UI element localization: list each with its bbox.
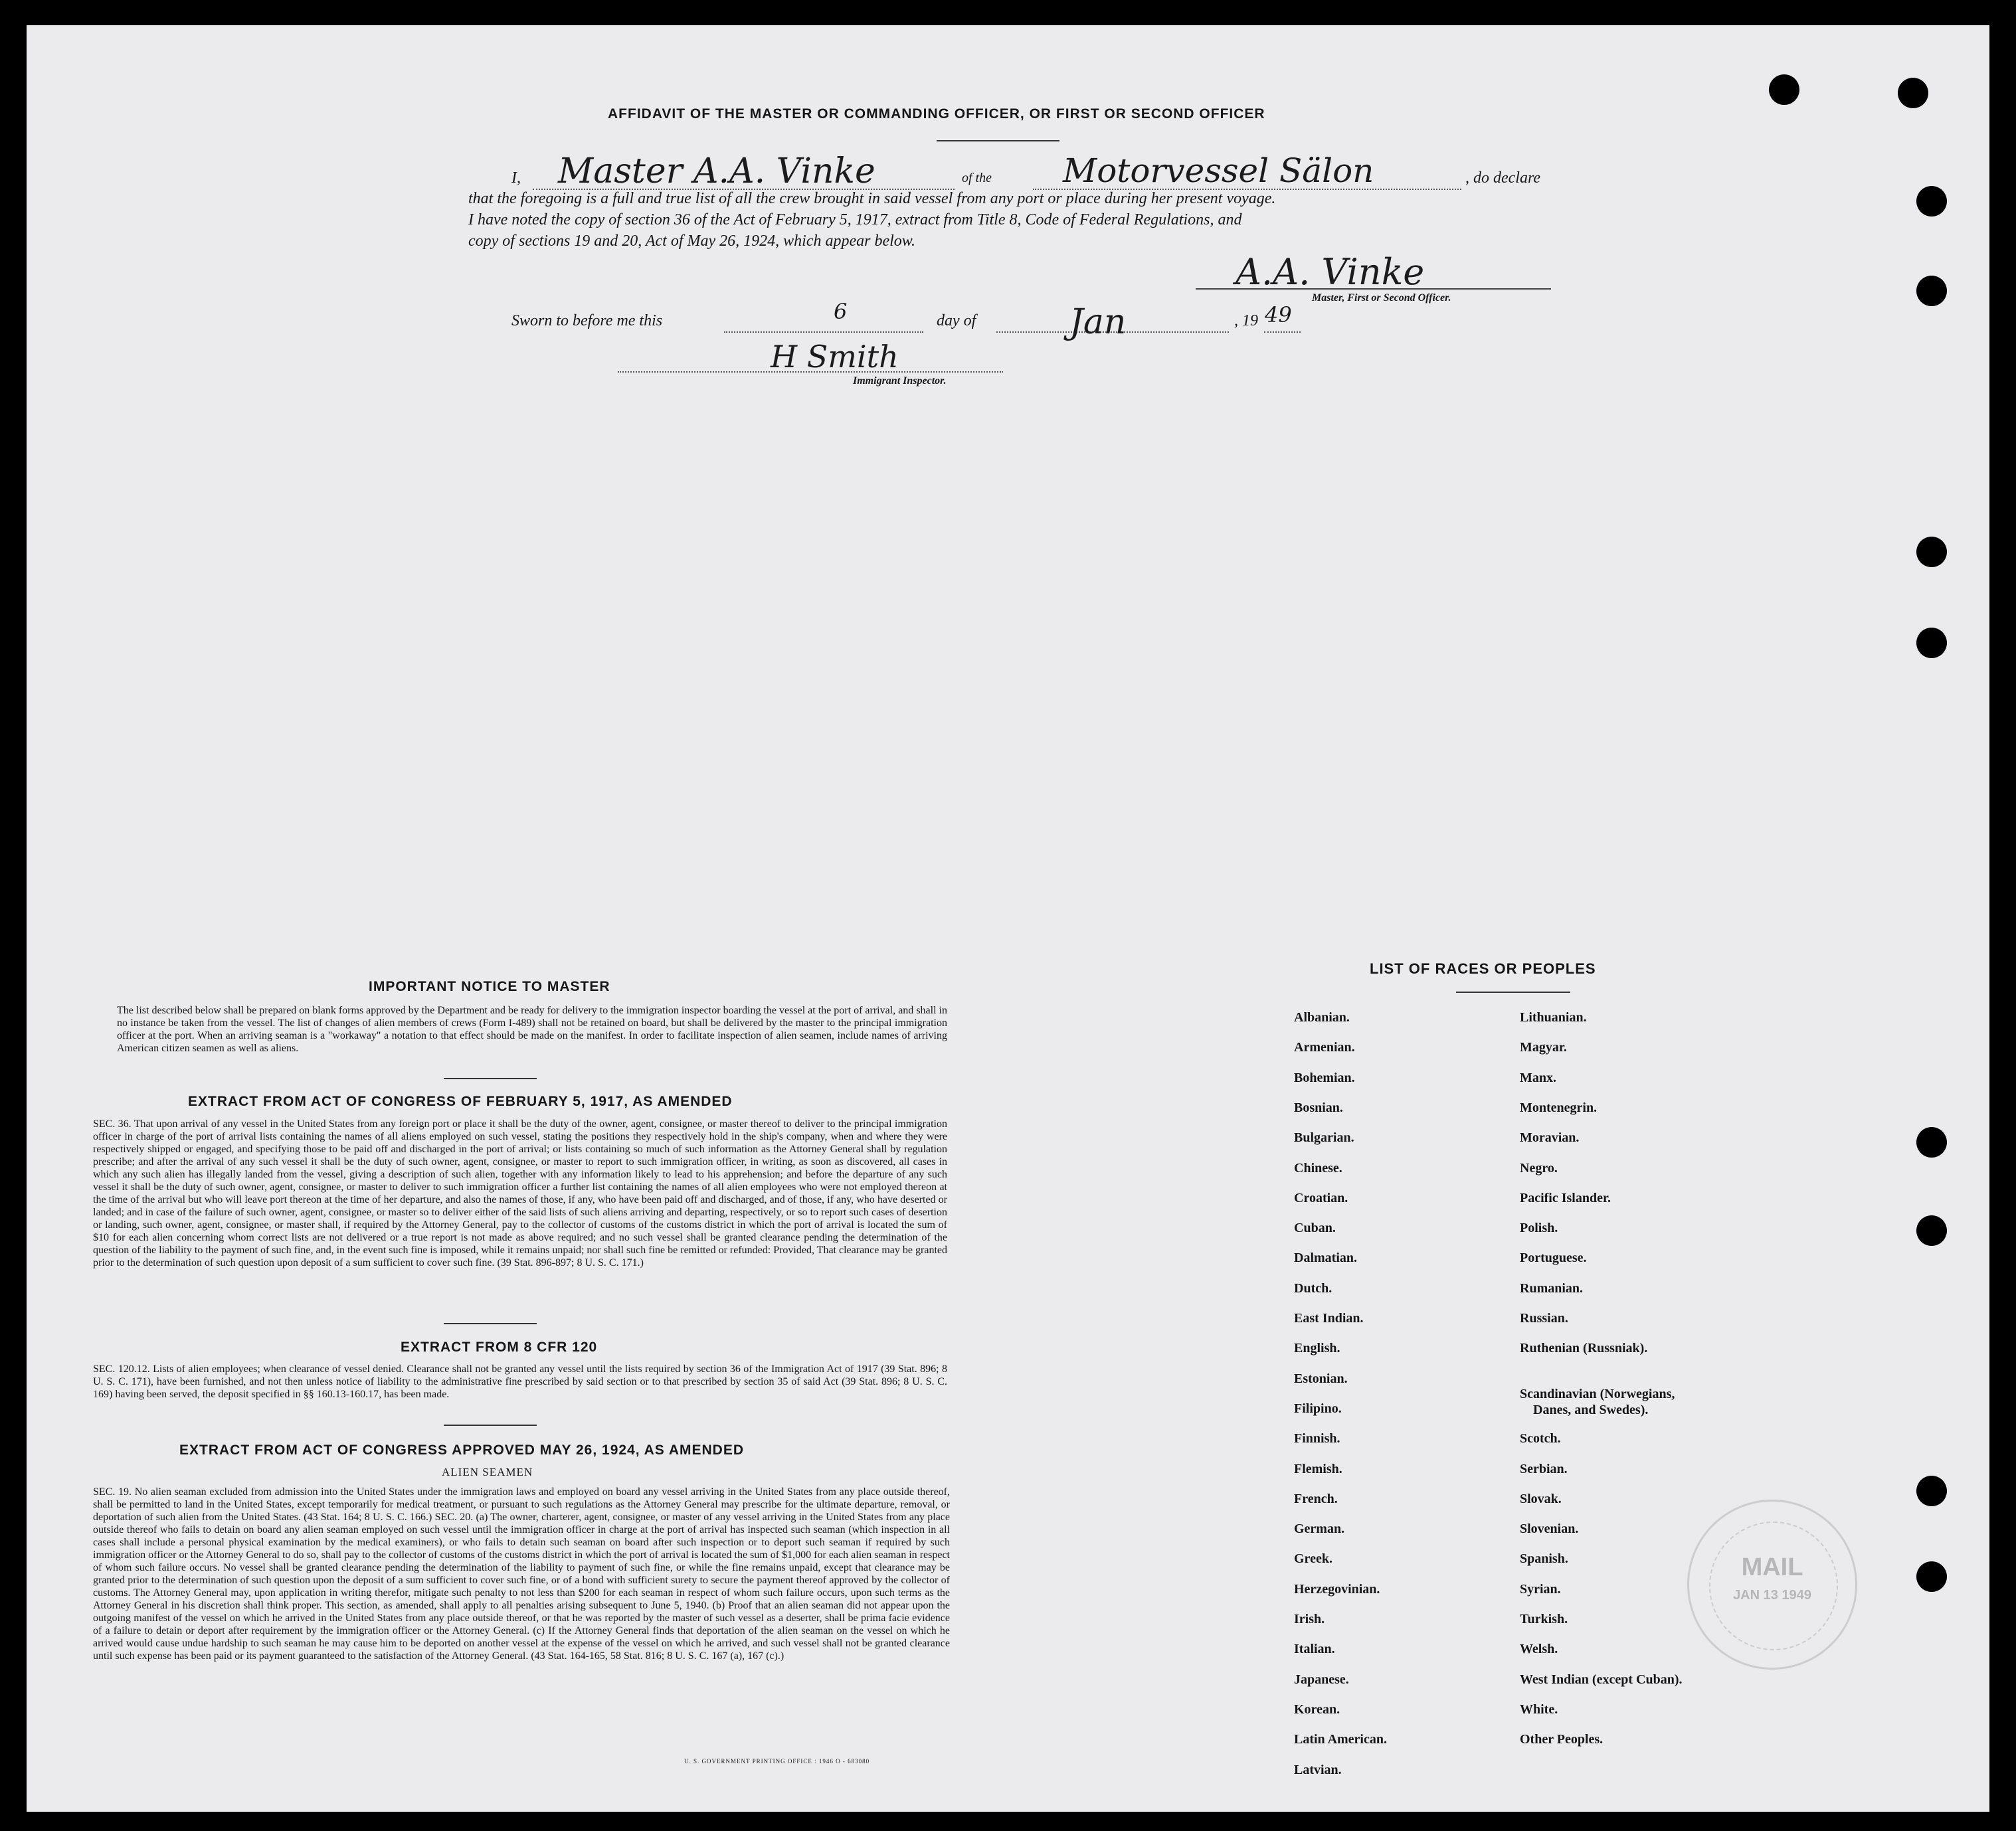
race-item: Scandinavian (Norwegians, Danes, and Swedes). — [1520, 1387, 1675, 1417]
race-item: Filipino. — [1294, 1401, 1342, 1416]
punch-hole — [1916, 186, 1947, 217]
race-item: Polish. — [1520, 1221, 1558, 1235]
race-item: Syrian. — [1520, 1582, 1561, 1597]
sworn-month-field[interactable]: Jan — [1069, 302, 1127, 342]
race-item: Dutch. — [1294, 1281, 1332, 1296]
act-1924-heading: EXTRACT FROM ACT OF CONGRESS APPROVED MAY 26, 1924, AS AMENDED — [179, 1442, 745, 1458]
race-item: Dalmatian. — [1294, 1251, 1357, 1265]
year-prefix: , 19 — [1234, 312, 1258, 329]
of-the-label: of the — [962, 171, 992, 185]
act-1924-text: SEC. 19. No alien seaman excluded from admission into the United States under the immigration laws and employed on board any vessel arriving in the United States from any place outside thereof, shall be permitted to land in the United States, except temporarily for medical treatment, or pursuant to such regulations as the Attorney General may prescribe for the ultimate departure, removal, or deportation of such alien from the United States. (43 Stat. 164; 8 U. S. C. 166.) SEC. 20. (a) The owner, charterer, agent, consignee, or master of any vessel arriving in the United States from any place outside thereof who fails to detain on board any alien seaman employed on such vessel until the immigration officer in charge at the port of arrival has inspected such seaman (which inspection in all cases shall include a personal physical examination by the medical examiners), or who fails to detain such seaman on board after such inspection or to deport such seaman if required by such immigration officer or the Attorney General to do so, shall pay to the collector of customs of the customs district in which the port of arrival is located the sum of $1,000 for each alien seaman in respect of whom such failure occurs. No vessel shall be granted clearance pending the determination of the liability to payment of such fine, or while the fine remains unpaid, except that clearance may be granted prior to the determination of such question upon the deposit of a sum sufficient to cover such fine, or of a bond with sufficient surety to secure the payment thereof approved by the collector of customs. The Attorney General may, upon application in writing therefor, mitigate such penalty to not less than $200 for each seaman in respect of whom such failure occurs, upon such terms as the Attorney General in his discretion shall think proper. This section, as amended, shall apply to all penalties arising subsequent to June 5, 1940. (b) Proof that an alien seaman did not appear upon the outgoing manifest of the vessel on which he arrived in the United States from any place outside thereof, or that he was reported by the master of such vessel as a deserter, shall be prima facie evidence of a failure to detain or deport after requirement by the immigration officer or the Attorney General. (c) If the Attorney General finds that deportation of the alien seaman on the vessel on which he arrived would cause undue hardship to such seaman he may cause him to be deported on another vessel at the expense of the vessel on which he arrived, and such vessel shall not be granted clearance until such expense has been paid or its payment guaranteed to the satisfaction of the Attorney General. (43 Stat. 164-165, 58 Stat. 816; 8 U. S. C. 167 (a), 167 (c).) — [93, 1486, 950, 1662]
race-item: Welsh. — [1520, 1642, 1558, 1656]
punch-hole — [1769, 74, 1799, 105]
punch-hole — [1916, 276, 1947, 306]
declaration-line-3: copy of sections 19 and 20, Act of May 26, 1924, which appear below. — [468, 232, 916, 250]
race-item: White. — [1520, 1702, 1558, 1717]
declaration-line-2: I have noted the copy of section 36 of the Act of February 5, 1917, extract from Title 8, Code of Federal Regulations, and — [468, 211, 1242, 228]
race-item: Portuguese. — [1520, 1251, 1587, 1265]
race-item: Latvian. — [1294, 1763, 1342, 1777]
affidavit-title: AFFIDAVIT OF THE MASTER OR COMMANDING OFFICER, OR FIRST OR SECOND OFFICER — [608, 106, 1265, 122]
sworn-day-line — [724, 330, 923, 333]
sworn-day-field[interactable]: 6 — [834, 299, 848, 324]
cfr-heading: EXTRACT FROM 8 CFR 120 — [401, 1340, 598, 1355]
race-item: East Indian. — [1294, 1311, 1364, 1326]
race-item: Pacific Islander. — [1520, 1191, 1611, 1205]
stamp-mail-text: MAIL — [1741, 1553, 1803, 1581]
race-item: Rumanian. — [1520, 1281, 1584, 1296]
race-item: Slovak. — [1520, 1492, 1562, 1506]
do-declare-label: , do declare — [1465, 169, 1541, 187]
race-item: Bulgarian. — [1294, 1130, 1354, 1145]
punch-hole — [1916, 1127, 1947, 1158]
inspector-signature[interactable]: H Smith — [771, 339, 899, 375]
alien-seamen-subheading: ALIEN SEAMEN — [442, 1466, 533, 1478]
race-item: German. — [1294, 1522, 1345, 1536]
race-item: Slovenian. — [1520, 1522, 1579, 1536]
race-item: Finnish. — [1294, 1431, 1340, 1446]
race-item: Turkish. — [1520, 1612, 1568, 1626]
stamp-date-text: JAN 13 1949 — [1733, 1588, 1811, 1603]
race-item: Montenegrin. — [1520, 1100, 1598, 1115]
race-item: Manx. — [1520, 1071, 1556, 1085]
day-of-label: day of — [937, 312, 976, 329]
mail-received-stamp — [1687, 1500, 1857, 1670]
race-item: Armenian. — [1294, 1040, 1355, 1055]
race-item: Bosnian. — [1294, 1100, 1343, 1115]
punch-hole — [1916, 1476, 1947, 1506]
race-item: Spanish. — [1520, 1551, 1568, 1566]
race-item: West Indian (except Cuban). — [1520, 1672, 1683, 1687]
race-item: Albanian. — [1294, 1010, 1350, 1025]
race-item: Other Peoples. — [1520, 1732, 1604, 1747]
punch-hole — [1916, 628, 1947, 658]
race-item: Serbian. — [1520, 1462, 1568, 1476]
races-title: LIST OF RACES OR PEOPLES — [1370, 960, 1596, 977]
race-item: Moravian. — [1520, 1130, 1580, 1145]
race-item: Italian. — [1294, 1642, 1335, 1656]
race-item: Russian. — [1520, 1311, 1568, 1326]
race-item: Flemish. — [1294, 1462, 1342, 1476]
act-1917-heading: EXTRACT FROM ACT OF CONGRESS OF FEBRUARY 5, 1917, AS AMENDED — [188, 1094, 733, 1109]
race-item: Chinese. — [1294, 1161, 1342, 1176]
race-item: Negro. — [1520, 1161, 1558, 1176]
punch-hole — [1916, 1215, 1947, 1246]
race-item: Korean. — [1294, 1702, 1340, 1717]
notice-text: The list described below shall be prepared on blank forms approved by the Department and be ready for delivery to the immigration inspector boarding the vessel at the port of arrival, and shall in no instance be taken from the vessel. The list of changes of alien members of crews (Form I-489) shall not be retained on board, but shall be delivered by the master to the principal immigration officer at the port. When an arriving seaman is a "workaway" a notation to that effect should be made on the manifest. In order to facilitate inspection of alien seamen, include names of arriving American citizen seamen as well as aliens. — [117, 1005, 947, 1054]
gpo-imprint: U. S. GOVERNMENT PRINTING OFFICE : 1946 O - 683080 — [684, 1758, 870, 1765]
sworn-year-line — [1264, 330, 1301, 333]
race-item: Bohemian. — [1294, 1071, 1355, 1085]
race-item: Croatian. — [1294, 1191, 1348, 1205]
race-item: Latin American. — [1294, 1732, 1387, 1747]
act-1917-text: SEC. 36. That upon arrival of any vessel in the United States from any foreign port or place it shall be the duty of the owner, agent, consignee, or master thereof to deliver to the principal immigration officer in charge of the port of arrival lists containing the names of all aliens employed on such vessel, stating the positions they respectively hold in the ship's company, when and where they were respectively shipped or engaged, and specifying those to be paid off and discharged in the port of arrival; or lists containing so much of such information as the Attorney General shall by regulation prescribe; and after the arrival of any such vessel it shall be the duty of such owner, agent, consignee, or master to report to such immigration officer, in writing, as soon as discovered, all cases in which any such alien has illegally landed from the vessel, giving a description of such alien, together with any information likely to lead to his apprehension; and before the departure of any such vessel it shall be the duty of such owner, agent, consignee, or master to deliver to such immigration officer a further list containing the names of all alien employees who were not employed thereon at the time of the arrival but who will leave port thereon at the time of her departure, and also the names of those, if any, who have been paid off and discharged, and of those, if any, who have deserted or landed; and in case of the failure of such owner, agent, consignee, or master so to deliver either of the said lists of such aliens arriving and departing, respectively, or so to report such cases of desertion or landing, such owner, agent, consignee, or master shall, if required by the Attorney General, pay to the collector of customs of the customs district in which the port of arrival is located the sum of $10 for each alien concerning whom correct lists are not delivered or a true report is not made as above required; and no such vessel shall be granted clearance pending the determination of the question of the liability to the payment of such fine, and, in the event such fine is imposed, while it remains unpaid; nor shall such fine be remitted or refunded: Provided, That clearance may be granted prior to the determination of such question upon deposit of a sum sufficient to cover such fine. (39 Stat. 896-897; 8 U. S. C. 171.) — [93, 1118, 948, 1268]
act-1917-divider — [444, 1323, 537, 1324]
race-item: English. — [1294, 1341, 1340, 1355]
race-item: Irish. — [1294, 1612, 1325, 1626]
notice-divider — [444, 1078, 537, 1079]
declaration-line-1: that the foregoing is a full and true list of all the crew brought in said vessel from any port or place during her present voyage. — [468, 190, 1276, 207]
races-divider — [1456, 992, 1570, 993]
punch-hole — [1898, 78, 1928, 108]
race-item: French. — [1294, 1492, 1338, 1506]
sworn-label: Sworn to before me this — [511, 312, 663, 329]
stamp-inner-ring — [1709, 1522, 1838, 1650]
declarant-prefix: I, — [511, 169, 521, 187]
race-item: Ruthenian (Russniak). — [1520, 1341, 1648, 1355]
race-item: Japanese. — [1294, 1672, 1349, 1687]
cfr-divider — [444, 1425, 537, 1426]
sworn-year-field[interactable]: 49 — [1265, 302, 1292, 327]
race-item: Herzegovinian. — [1294, 1582, 1380, 1597]
race-item: Cuban. — [1294, 1221, 1336, 1235]
inspector-caption: Immigrant Inspector. — [853, 375, 947, 387]
race-item: Magyar. — [1520, 1040, 1567, 1055]
punch-hole — [1916, 537, 1947, 567]
race-item: Scotch. — [1520, 1431, 1561, 1446]
race-item: Greek. — [1294, 1551, 1332, 1566]
declarant-name-field[interactable]: Master A.A. Vinke — [558, 151, 875, 191]
cfr-text: SEC. 120.12. Lists of alien employees; when clearance of vessel denied. Clearance shall not be granted any vessel until the lists required by section 36 of the Immigration Act of 1917 (39 Stat. 896; 8 U. S. C. 171), have been furnished, and not then unless notice of liability to the administrative fine prescribed by said section or to that prescribed by section 35 of said Act (39 Stat. 896; 8 U. S. C. 169) having been served, the deposit specified in §§ 160.13-160.17, has been made. — [93, 1363, 947, 1400]
master-signature-caption: Master, First or Second Officer. — [1312, 292, 1451, 304]
title-divider — [937, 140, 1059, 141]
notice-heading: IMPORTANT NOTICE TO MASTER — [369, 979, 610, 994]
race-item: Estonian. — [1294, 1371, 1348, 1386]
vessel-name-field[interactable]: Motorvessel Sälon — [1063, 151, 1374, 190]
punch-hole — [1916, 1561, 1947, 1592]
master-signature[interactable]: A.A. Vinke — [1236, 251, 1425, 293]
race-item: Lithuanian. — [1520, 1010, 1587, 1025]
